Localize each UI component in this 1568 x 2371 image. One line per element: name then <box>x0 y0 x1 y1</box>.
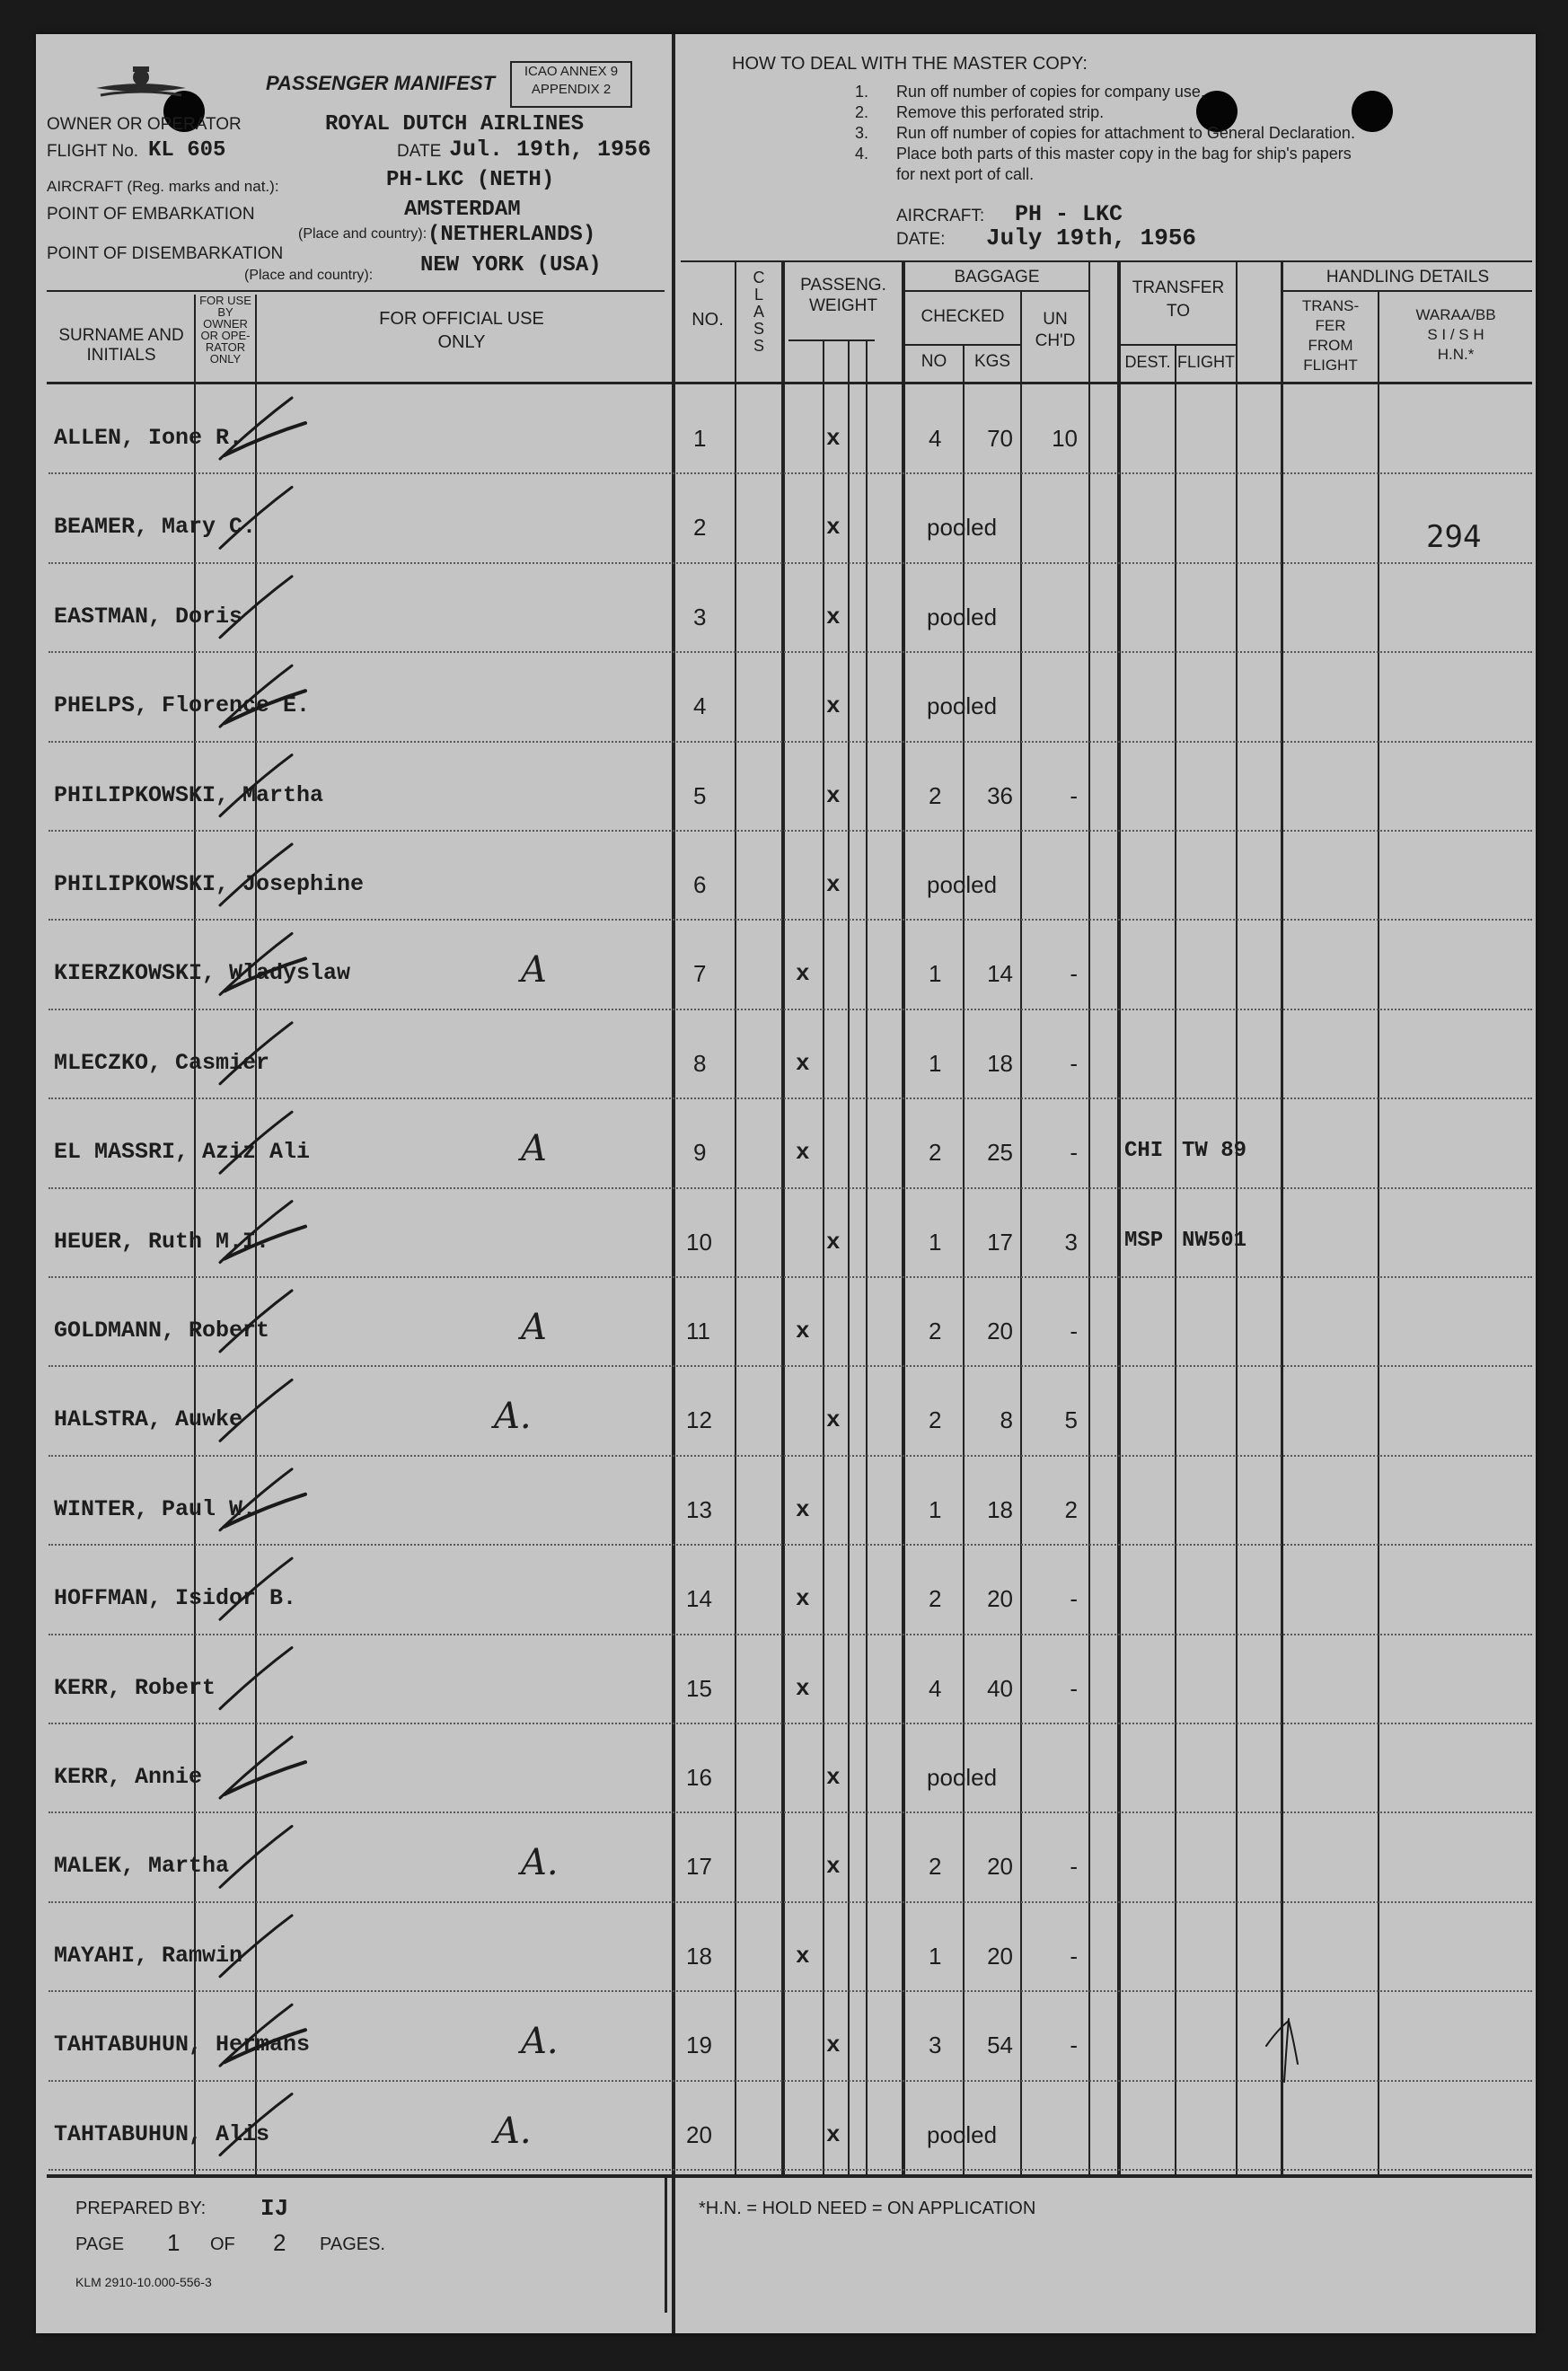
embark-sub: (Place and country): <box>298 226 427 242</box>
instruction-text: Remove this perforated strip. <box>896 103 1105 121</box>
passenger-number: 13 <box>686 1495 712 1523</box>
baggage-unchecked: - <box>1070 1318 1078 1344</box>
class-letter: S <box>753 337 764 355</box>
baggage-pooled: pooled <box>927 871 998 898</box>
baggage-unchecked: - <box>1070 1139 1078 1167</box>
row-rule <box>48 2169 1532 2171</box>
class-letter: L <box>753 286 763 304</box>
passenger-number: 15 <box>686 1674 712 1702</box>
col-divider <box>1088 260 1090 2174</box>
col-divider <box>902 260 905 2174</box>
passenger-number: 8 <box>693 1049 707 1077</box>
klm-crown-logo-icon <box>92 59 190 113</box>
aircraft-value: PH-LKC (NETH) <box>386 168 555 192</box>
embark-value: AMSTERDAM <box>404 198 521 222</box>
row-rule <box>48 472 1532 474</box>
icao-line: ICAO ANNEX 9 <box>524 64 619 79</box>
passenger-number: 9 <box>693 1139 707 1167</box>
class-letter: S <box>753 320 764 338</box>
transfer-from-line: FROM <box>1308 337 1353 354</box>
waraa-line: WARAA/BB <box>1415 306 1496 323</box>
class-letter: A <box>753 303 764 321</box>
col-header-no: NO. <box>692 310 724 330</box>
passenger-number: 3 <box>693 603 707 630</box>
baggage-kgs: 36 <box>987 781 1013 809</box>
weight-mark: x <box>826 603 841 630</box>
passenger-number: 14 <box>686 1585 712 1613</box>
baggage-kgs: 54 <box>987 2032 1013 2059</box>
baggage-count: 2 <box>929 1318 942 1344</box>
owner-use-line: BY <box>217 305 233 319</box>
baggage-unchecked: - <box>1070 1585 1078 1613</box>
transfer-flight: TW 89 <box>1182 1139 1247 1164</box>
manifest-sheet <box>36 34 1536 2333</box>
col-divider <box>1117 260 1121 2174</box>
row-rule <box>48 919 1532 921</box>
passenger-number: 5 <box>693 781 707 809</box>
row-rule <box>48 1634 1532 1635</box>
col-header-waraa <box>1379 305 1532 365</box>
instr-date-value: July 19th, 1956 <box>986 225 1197 251</box>
transfer-from-line: FLIGHT <box>1303 357 1358 374</box>
baggage-unchecked: - <box>1070 1853 1078 1881</box>
table-bottom-rule <box>47 2174 1532 2178</box>
sub-rule <box>1119 344 1236 346</box>
official-initial: A <box>521 949 547 992</box>
arrow-stroke <box>1266 2021 1289 2046</box>
weight-mark: x <box>826 1764 841 1791</box>
hn-footnote: *H.N. = HOLD NEED = ON APPLICATION <box>699 2199 1036 2218</box>
baggage-kgs: 18 <box>987 1049 1013 1077</box>
header-rule <box>681 260 1532 262</box>
page-label: PAGE <box>75 2234 125 2254</box>
transfer-from-line: FER <box>1315 317 1346 334</box>
owner-use-line: OR OPE- <box>200 329 251 342</box>
baggage-kgs: 40 <box>987 1674 1013 1702</box>
passenger-name: GOLDMANN, Robert <box>54 1318 270 1344</box>
class-letter: C <box>753 269 765 286</box>
instructions-title: HOW TO DEAL WITH THE MASTER COPY: <box>732 54 1088 74</box>
owner-use-line: ONLY <box>209 352 242 366</box>
date-label: DATE <box>397 142 442 161</box>
baggage-kgs: 20 <box>987 1318 1013 1344</box>
row-rule <box>48 651 1532 653</box>
passenger-name: PHILIPKOWSKI, Josephine <box>54 871 365 897</box>
passenger-number: 2 <box>693 514 707 542</box>
instr-date-label: DATE: <box>896 230 946 249</box>
instr-aircraft-value: PH - LKC <box>1015 201 1123 227</box>
passenger-name: MAYAHI, Ramwin <box>54 1942 243 1969</box>
divider-perforation <box>672 34 675 2333</box>
passenger-number: 17 <box>686 1853 712 1881</box>
weight-mark: x <box>826 871 841 898</box>
row-rule <box>48 2080 1532 2082</box>
official-initial: A. <box>521 2021 559 2063</box>
baggage-kgs: 25 <box>987 1139 1013 1167</box>
passenger-name: KERR, Robert <box>54 1674 216 1701</box>
passenger-name: BEAMER, Mary C. <box>54 514 257 541</box>
baggage-unchecked: 10 <box>1052 425 1078 452</box>
sub-rule <box>1281 290 1532 292</box>
baggage-kgs: 20 <box>987 1942 1013 1970</box>
col-divider <box>1281 260 1283 2174</box>
flight-value: KL 605 <box>148 138 226 163</box>
official-use-line: ONLY <box>437 332 486 352</box>
baggage-count: 2 <box>929 1585 942 1613</box>
passenger-number: 1 <box>693 425 707 452</box>
header-rule <box>47 290 665 292</box>
row-rule <box>48 1097 1532 1099</box>
row-rule <box>48 1990 1532 1992</box>
col-header-flight: FLIGHT <box>1176 353 1235 371</box>
passenger-number: 18 <box>686 1942 712 1970</box>
baggage-unchecked: - <box>1070 781 1078 809</box>
baggage-count: 1 <box>929 1942 942 1970</box>
passenger-name: MLECZKO, Casmier <box>54 1049 270 1076</box>
col-divider <box>866 339 868 2174</box>
passenger-name: PHILIPKOWSKI, Martha <box>54 781 324 808</box>
page-number: 1 <box>167 2229 181 2256</box>
instruction-text: Run off number of copies for attachment to General Declaration. <box>896 124 1355 142</box>
instruction-number: 4. <box>855 145 869 163</box>
col-divider <box>1236 260 1238 2174</box>
pages-label: PAGES. <box>320 2234 385 2254</box>
passenger-name: KERR, Annie <box>54 1764 203 1790</box>
baggage-kgs: 18 <box>987 1495 1013 1523</box>
baggage-unchecked: - <box>1070 1942 1078 1970</box>
row-rule <box>48 830 1532 832</box>
passenger-number: 4 <box>693 692 707 720</box>
row-rule <box>48 1811 1532 1813</box>
baggage-unchecked: 5 <box>1064 1406 1078 1434</box>
passeng-line: PASSENG. <box>800 276 886 295</box>
passenger-name: ALLEN, Ione R. <box>54 425 243 451</box>
baggage-count: 2 <box>929 1139 942 1167</box>
transfer-line: TO <box>1166 302 1191 321</box>
transfer-from-line: TRANS- <box>1301 297 1360 314</box>
row-rule <box>48 1365 1532 1367</box>
baggage-kgs: 8 <box>1000 1406 1013 1434</box>
col-divider <box>781 260 785 2174</box>
row-rule <box>48 1276 1532 1278</box>
flight-label: FLIGHT No. <box>47 142 139 161</box>
owner-label: OWNER OR OPERATOR <box>47 115 242 134</box>
pen-marks-layer <box>36 34 1536 2333</box>
class-mark: x <box>796 960 810 988</box>
col-header-kgs: KGS <box>973 352 1011 371</box>
punch-hole <box>1352 91 1393 132</box>
of-label: OF <box>210 2234 235 2254</box>
owner-use-line: OWNER <box>203 317 248 331</box>
weight-mark: x <box>826 1853 841 1881</box>
baggage-count: 1 <box>929 1049 942 1077</box>
official-initial: A. <box>494 2110 532 2152</box>
col-divider <box>1020 290 1022 2174</box>
baggage-count: 4 <box>929 425 942 452</box>
instruction-number: 2. <box>855 103 869 121</box>
waraa-line: S I / S H <box>1427 326 1484 343</box>
col-header-official-use <box>259 307 665 354</box>
col-header-unchd <box>1022 309 1088 352</box>
official-initial: A <box>521 1128 547 1170</box>
class-mark: x <box>796 1585 810 1613</box>
baggage-unchecked: - <box>1070 2032 1078 2059</box>
weight-mark: x <box>826 1228 841 1256</box>
baggage-pooled: pooled <box>927 692 998 720</box>
transfer-flight: NW501 <box>1182 1228 1247 1253</box>
baggage-kgs: 20 <box>987 1585 1013 1613</box>
col-header-bag-no: NO <box>921 352 947 371</box>
form-code: KLM 2910-10.000-556-3 <box>75 2275 212 2289</box>
row-rule <box>48 1544 1532 1546</box>
baggage-kgs: 20 <box>987 1853 1013 1881</box>
prepared-label: PREPARED BY: <box>75 2199 207 2218</box>
baggage-pooled: pooled <box>927 603 998 630</box>
page-total: 2 <box>273 2229 286 2256</box>
col-header-handling: HANDLING DETAILS <box>1326 268 1490 286</box>
baggage-count: 1 <box>929 960 942 988</box>
baggage-unchecked: - <box>1070 1049 1078 1077</box>
class-mark: x <box>796 1495 810 1523</box>
baggage-count: 1 <box>929 1495 942 1523</box>
row-rule <box>48 562 1532 564</box>
baggage-kgs: 14 <box>987 960 1013 988</box>
passenger-number: 12 <box>686 1406 712 1434</box>
baggage-kgs: 17 <box>987 1228 1013 1256</box>
unchd-line: UN <box>1043 310 1068 329</box>
col-divider <box>848 339 850 2174</box>
row-rule <box>48 1455 1532 1457</box>
official-use-line: FOR OFFICIAL USE <box>379 309 544 329</box>
weight-mark: x <box>826 2032 841 2059</box>
col-divider <box>665 2178 667 2313</box>
passenger-number: 20 <box>686 2120 712 2148</box>
class-mark: x <box>796 1049 810 1077</box>
instruction-number: 3. <box>855 124 869 142</box>
baggage-unchecked: - <box>1070 960 1078 988</box>
check-stroke <box>225 1762 305 1794</box>
row-rule <box>48 741 1532 743</box>
icao-line: APPENDIX 2 <box>531 82 612 97</box>
header-bottom-rule <box>47 382 1532 384</box>
official-initial: A. <box>521 1842 559 1884</box>
col-header-surname: SURNAME AND INITIALS <box>58 326 184 365</box>
date-value: Jul. 19th, 1956 <box>449 137 652 163</box>
col-divider <box>823 339 824 2174</box>
passenger-name: HALSTRA, Auwke <box>54 1406 243 1433</box>
transfer-line: TRANSFER <box>1132 278 1225 297</box>
passenger-name: WINTER, Paul W. <box>54 1495 257 1522</box>
icao-box <box>510 61 632 108</box>
transfer-destination: MSP <box>1124 1228 1164 1253</box>
baggage-count: 2 <box>929 1853 942 1881</box>
weight-mark: x <box>826 425 841 452</box>
sub-rule <box>903 344 1020 346</box>
baggage-unchecked: - <box>1070 1674 1078 1702</box>
passenger-name: HOFFMAN, Isidor B. <box>54 1585 297 1612</box>
col-divider <box>1378 290 1379 2174</box>
col-header-class <box>738 269 780 355</box>
baggage-count: 1 <box>929 1228 942 1256</box>
weight-mark: x <box>826 1406 841 1434</box>
passenger-name: KIERZKOWSKI, Wladyslaw <box>54 960 351 987</box>
weight-mark: x <box>826 2120 841 2148</box>
baggage-count: 4 <box>929 1674 942 1702</box>
col-divider <box>1175 344 1176 2174</box>
passenger-name: TAHTABUHUN, Hermans <box>54 2032 311 2058</box>
col-header-owner-use <box>196 295 255 365</box>
baggage-count: 2 <box>929 1406 942 1434</box>
passenger-name: EL MASSRI, Aziz Ali <box>54 1139 311 1166</box>
passenger-number: 19 <box>686 2032 712 2059</box>
class-mark: x <box>796 1674 810 1702</box>
instruction-text: for next port of call. <box>896 165 1035 183</box>
passenger-name: EASTMAN, Doris <box>54 603 243 630</box>
instr-aircraft-label: AIRCRAFT: <box>896 207 985 225</box>
passenger-name: MALEK, Martha <box>54 1853 230 1880</box>
weight-mark: x <box>826 514 841 542</box>
baggage-count: 2 <box>929 781 942 809</box>
baggage-unchecked: 3 <box>1064 1228 1078 1256</box>
class-mark: x <box>796 1318 810 1344</box>
weight-mark: x <box>826 781 841 809</box>
class-mark: x <box>796 1942 810 1970</box>
disembark-sub: (Place and country): <box>244 268 374 283</box>
passenger-name: HEUER, Ruth M.I. <box>54 1228 270 1255</box>
passenger-name: PHELPS, Florence E. <box>54 692 311 719</box>
baggage-pooled: pooled <box>927 514 998 542</box>
col-divider <box>735 260 736 2174</box>
waraa-line: H.N.* <box>1437 346 1475 363</box>
form-title: PASSENGER MANIFEST <box>266 72 496 94</box>
prepared-value: IJ <box>260 2195 289 2222</box>
disembark-label: POINT OF DISEMBARKATION <box>47 244 284 263</box>
official-initial: A <box>521 1307 547 1348</box>
row-rule <box>48 1901 1532 1903</box>
weight-mark: x <box>826 692 841 720</box>
passenger-number: 11 <box>686 1318 710 1344</box>
aircraft-label: AIRCRAFT (Reg. marks and nat.): <box>47 178 279 195</box>
baggage-pooled: pooled <box>927 1764 998 1791</box>
arrow-stroke <box>1289 2021 1298 2064</box>
transfer-destination: CHI <box>1124 1139 1164 1164</box>
passenger-name: TAHTABUHUN, Alis <box>54 2120 270 2147</box>
passenger-number: 16 <box>686 1764 712 1791</box>
col-header-baggage: BAGGAGE <box>954 268 1040 286</box>
class-mark: x <box>796 1139 810 1167</box>
baggage-pooled: pooled <box>927 2120 998 2148</box>
row-rule <box>48 1187 1532 1189</box>
instruction-text: Place both parts of this master copy in the bag for ship's papers <box>896 145 1352 163</box>
unchd-line: CH'D <box>1035 331 1076 350</box>
row-rule <box>48 1723 1532 1724</box>
arrow-stroke <box>1284 2019 1289 2082</box>
owner-value: ROYAL DUTCH AIRLINES <box>325 112 585 137</box>
disembark-value: NEW YORK (USA) <box>420 253 602 278</box>
baggage-kgs: 70 <box>987 425 1013 452</box>
passeng-line: WEIGHT <box>809 296 877 315</box>
sub-rule <box>903 290 1090 292</box>
passenger-number: 10 <box>686 1228 712 1256</box>
embark-label: POINT OF EMBARKATION <box>47 205 255 224</box>
handwritten-number: 294 <box>1426 519 1482 555</box>
baggage-unchecked: 2 <box>1064 1495 1078 1523</box>
passenger-number: 7 <box>693 960 707 988</box>
embark-country: (NETHERLANDS) <box>427 223 596 247</box>
owner-use-line: FOR USE <box>199 294 251 307</box>
row-rule <box>48 1009 1532 1010</box>
instruction-text: Run off number of copies for company use. <box>896 83 1205 101</box>
col-header-passeng-weight <box>787 275 900 316</box>
col-header-dest: DEST. <box>1124 353 1171 371</box>
instruction-number: 1. <box>855 83 869 101</box>
official-initial: A. <box>494 1396 532 1438</box>
col-header-transfer-from <box>1283 296 1378 375</box>
sub-rule <box>788 339 875 341</box>
passenger-number: 6 <box>693 871 707 898</box>
baggage-count: 3 <box>929 2032 942 2059</box>
col-header-transfer <box>1121 277 1236 323</box>
col-header-checked: CHECKED <box>921 307 1005 326</box>
owner-use-line: RATOR <box>205 340 246 354</box>
